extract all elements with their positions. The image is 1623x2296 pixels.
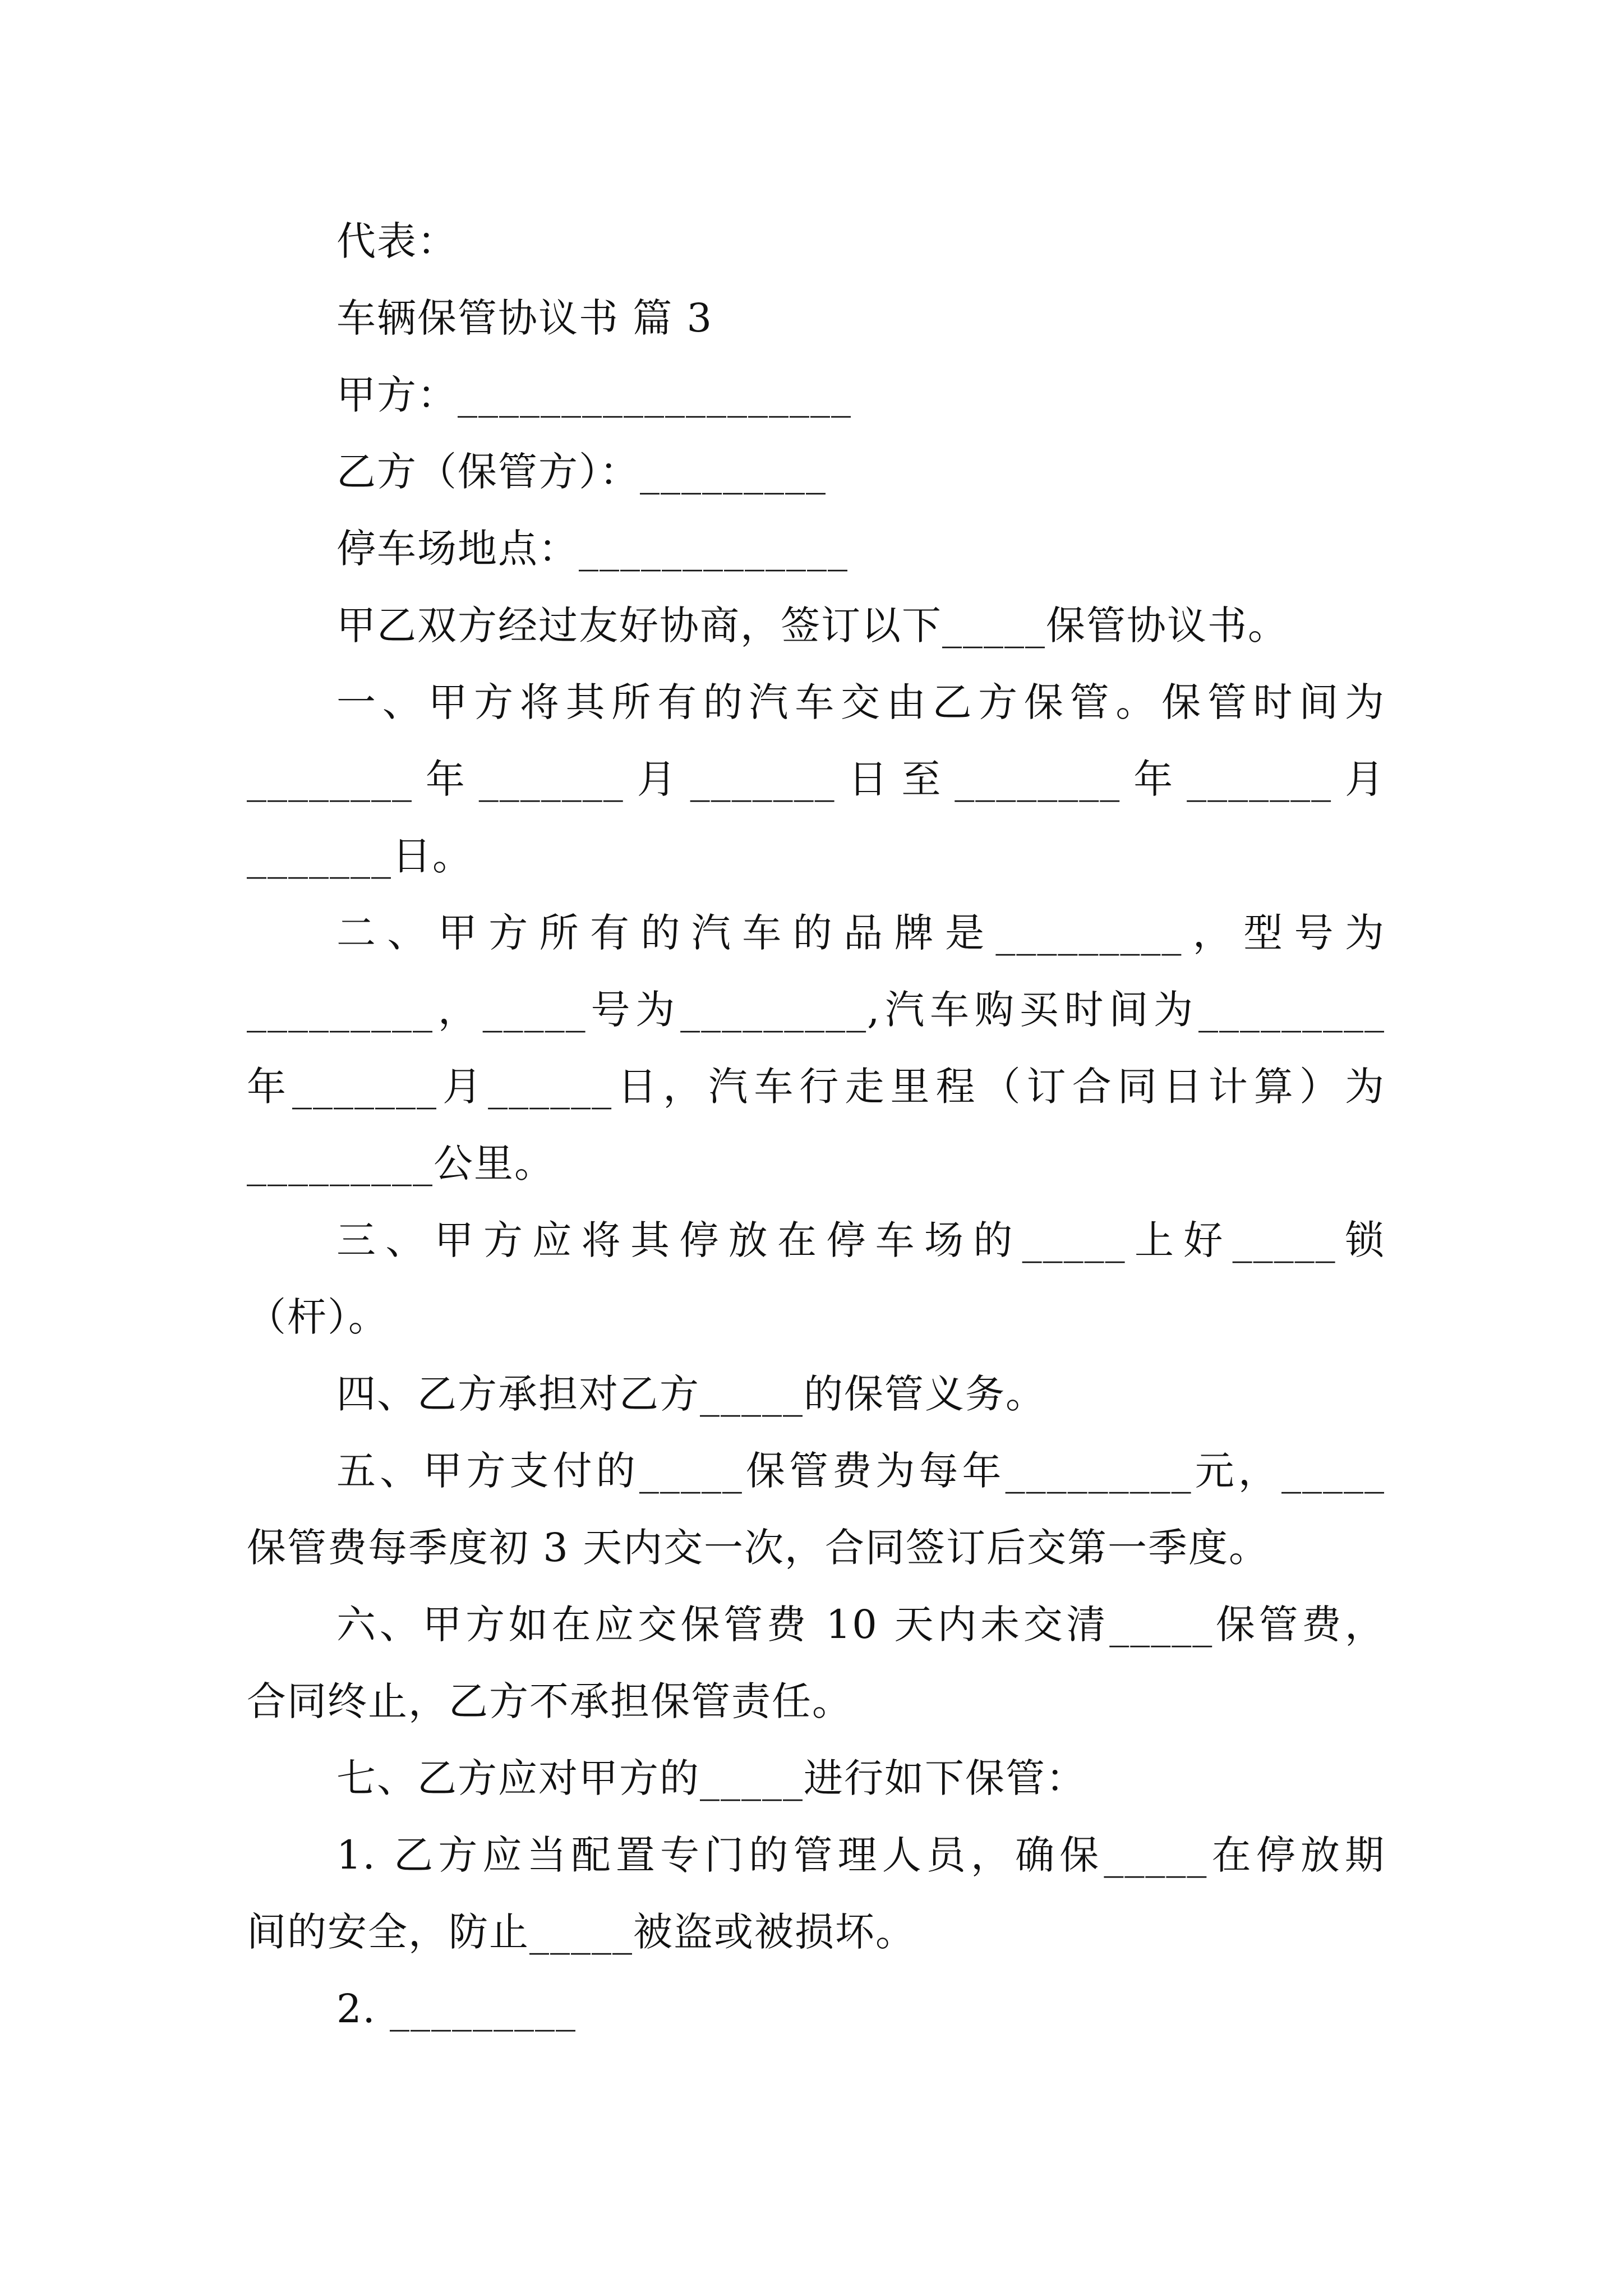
clause-6-line-1: 六、甲方如在应交保管费 10 天内未交清_____保管费， — [336, 1602, 1385, 1648]
clause-3-line-1: 三、甲方应将其停放在停车场的_____上好_____锁 — [336, 1217, 1385, 1263]
text-line-parking-location: 停车场地点：_____________ — [336, 526, 849, 572]
clause-7-item-1-line-1: 1. 乙方应当配置专门的管理人员，确保_____在停放期 — [336, 1832, 1385, 1878]
clause-1-line-1: 一、甲方将其所有的汽车交由乙方保管。保管时间为 — [336, 679, 1385, 725]
clause-7-item-1-line-2: 间的安全，防止_____被盗或被损坏。 — [247, 1909, 916, 1955]
clause-7: 七、乙方应对甲方的_____进行如下保管： — [336, 1755, 1086, 1801]
clause-5-line-2: 保管费每季度初 3 天内交一次，合同签订后交第一季度。 — [247, 1525, 1270, 1571]
text-line-party-a: 甲方：___________________ — [336, 372, 852, 418]
text-line-party-b: 乙方（保管方）：_________ — [336, 449, 827, 495]
clause-1-line-3: _______日。 — [247, 833, 473, 879]
clause-5-line-1: 五、甲方支付的_____保管费为每年_________元，_____ — [336, 1448, 1385, 1494]
clause-7-item-2: 2. _________ — [336, 1986, 577, 2032]
clause-2-line-3: 年_______月______日，汽车行走里程（订合同日计算）为 — [247, 1064, 1385, 1110]
section-heading: 车辆保管协议书 篇 3 — [336, 295, 713, 341]
clause-3-line-2: （杆）。 — [247, 1294, 389, 1340]
clause-1-line-2: ________年_______月_______日至________年_______月 — [247, 756, 1385, 802]
clause-6-line-2: 合同终止，乙方不承担保管责任。 — [247, 1678, 852, 1724]
clause-4: 四、乙方承担对乙方_____的保管义务。 — [336, 1371, 1046, 1417]
clause-2-line-2: _________，_____号为_________,汽车购买时间为_________ — [247, 987, 1385, 1033]
text-line-representative: 代表： — [336, 218, 458, 264]
text-line-preamble: 甲乙双方经过友好协商，签订以下_____保管协议书。 — [336, 602, 1288, 648]
clause-2-line-4: _________公里。 — [247, 1140, 555, 1186]
clause-2-line-1: 二、甲方所有的汽车的品牌是_________，型号为 — [336, 910, 1385, 956]
